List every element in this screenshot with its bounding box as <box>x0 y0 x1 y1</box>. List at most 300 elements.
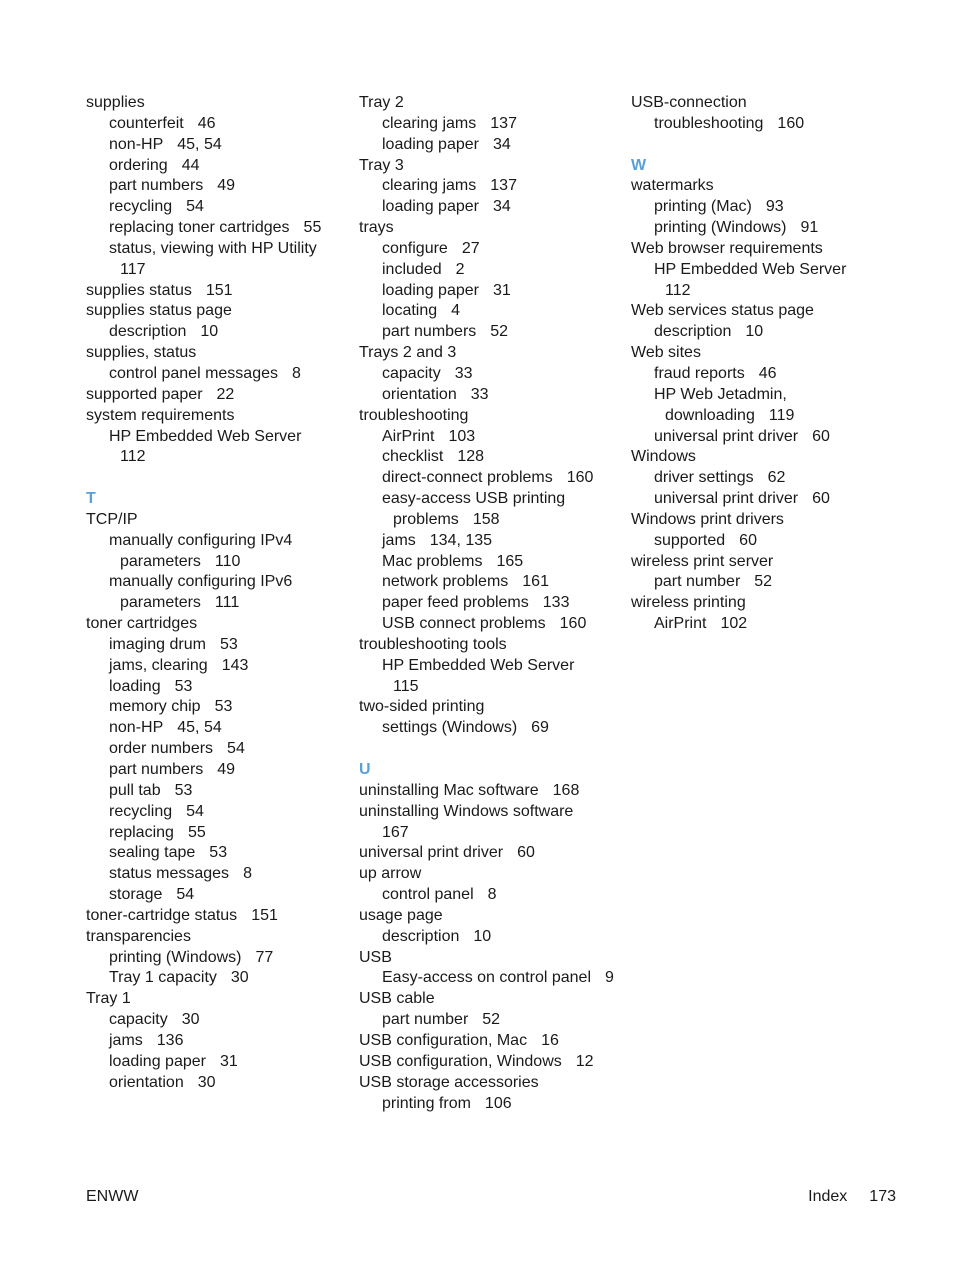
page-reference: 45, 54 <box>177 719 222 737</box>
entry-term: capacity <box>109 1011 168 1029</box>
page-reference: 8 <box>291 364 301 382</box>
index-subentry <box>359 927 621 948</box>
index-subentry <box>359 718 621 739</box>
page-reference: 16 <box>541 1031 559 1049</box>
index-subentry <box>359 677 621 698</box>
entry-term: recycling <box>109 198 173 216</box>
entry-term: part numbers <box>109 177 204 195</box>
page-reference: 8 <box>243 865 252 883</box>
entry-term: orientation <box>382 385 457 403</box>
entry-term: storage <box>109 886 163 904</box>
entry-term: USB configuration, Windows <box>359 1052 562 1070</box>
index-subentry <box>86 1031 348 1052</box>
index-entry <box>86 614 348 635</box>
page-reference: 158 <box>472 510 500 528</box>
index-subentry <box>86 739 348 760</box>
index-subentry <box>359 114 621 135</box>
index-subentry <box>359 968 621 989</box>
page-reference: 2 <box>455 260 465 278</box>
page-reference: 54 <box>176 886 195 904</box>
entry-term: Easy-access on control panel <box>382 969 591 987</box>
index-subentry <box>86 197 348 218</box>
entry-term: recycling <box>109 802 173 820</box>
index-entry <box>86 927 348 948</box>
entry-term: control panel messages <box>109 364 278 382</box>
index-entry <box>86 301 348 322</box>
index-subentry <box>631 364 893 385</box>
entry-term: transparencies <box>86 927 191 945</box>
index-subentry <box>359 364 621 385</box>
page-reference: 54 <box>186 198 204 216</box>
index-entry <box>631 593 893 614</box>
entry-term: manually configuring IPv4 <box>109 531 293 549</box>
index-subentry <box>359 1010 621 1031</box>
entry-term: supported paper <box>86 385 203 403</box>
page-reference: 52 <box>754 573 773 591</box>
index-subentry <box>86 1052 348 1073</box>
index-subentry <box>86 239 348 260</box>
index-subentry <box>631 406 893 427</box>
entry-term: usage page <box>359 906 443 924</box>
index-entry <box>359 93 621 114</box>
page-reference: 12 <box>575 1052 594 1070</box>
entry-term: 117 <box>120 260 146 278</box>
entry-term: 167 <box>382 823 409 841</box>
index-column-3 <box>631 93 893 635</box>
entry-term: 112 <box>120 448 146 466</box>
index-subentry <box>86 176 348 197</box>
index-subentry <box>86 718 348 739</box>
page-reference: 110 <box>214 552 241 570</box>
entry-term: jams <box>382 531 416 549</box>
index-subentry <box>359 552 621 573</box>
entry-term: USB <box>359 948 392 966</box>
page-reference: 45, 54 <box>177 135 222 153</box>
entry-term: jams, clearing <box>109 656 208 674</box>
index-subentry <box>359 385 621 406</box>
entry-term: paper feed problems <box>382 594 529 612</box>
page-reference: 8 <box>487 886 497 904</box>
entry-term: Web browser requirements <box>631 239 823 257</box>
index-subentry <box>359 427 621 448</box>
entry-term: watermarks <box>631 177 714 195</box>
index-subentry <box>359 239 621 260</box>
page-reference: 54 <box>186 802 204 820</box>
entry-term: universal print driver <box>654 427 799 445</box>
entry-term: supported <box>654 531 726 549</box>
page-reference: 128 <box>457 448 485 466</box>
index-subentry <box>631 114 893 135</box>
page-reference: 55 <box>187 823 206 841</box>
entry-term: wireless printing <box>631 594 746 612</box>
entry-term: status, viewing with HP Utility <box>109 239 317 257</box>
page-reference: 62 <box>767 469 786 487</box>
index-subentry <box>86 531 348 552</box>
entry-term: configure <box>382 239 448 257</box>
index-subentry <box>86 802 348 823</box>
page-reference: 106 <box>484 1094 512 1112</box>
page-reference: 27 <box>461 239 480 257</box>
entry-term: USB connect problems <box>382 615 546 633</box>
entry-term: trays <box>359 219 394 237</box>
index-entry <box>359 1031 621 1052</box>
entry-term: HP Embedded Web Server <box>382 656 575 674</box>
index-subentry <box>359 197 621 218</box>
page-reference: 143 <box>221 656 249 674</box>
index-entry <box>359 948 621 969</box>
index-subentry <box>631 197 893 218</box>
index-subentry <box>359 301 621 322</box>
entry-term: uninstalling Mac software <box>359 781 539 799</box>
page-reference: 10 <box>745 323 764 341</box>
page-reference: 30 <box>197 1073 216 1091</box>
index-entry <box>631 343 893 364</box>
page-reference: 77 <box>255 948 274 966</box>
index-subentry <box>86 135 348 156</box>
entry-term: Tray 3 <box>359 156 404 174</box>
index-subentry <box>359 260 621 281</box>
page-reference: 160 <box>566 469 594 487</box>
page-reference: 151 <box>251 906 278 924</box>
entry-term: description <box>382 927 460 945</box>
page-reference: 54 <box>227 740 245 758</box>
index-entry <box>631 510 893 531</box>
entry-term: included <box>382 260 442 278</box>
index-subentry <box>631 260 893 281</box>
entry-term: Windows <box>631 448 696 466</box>
index-subentry <box>359 489 621 510</box>
index-subentry <box>86 572 348 593</box>
entry-term: loading paper <box>382 198 479 216</box>
index-section-letter: T <box>86 490 96 508</box>
page-reference: 53 <box>219 635 238 653</box>
entry-term: part numbers <box>382 323 477 341</box>
page-reference: 49 <box>217 761 236 778</box>
entry-term: network problems <box>382 573 509 591</box>
index-entry <box>359 781 621 802</box>
index-entry <box>86 406 348 427</box>
index-entry <box>86 343 348 364</box>
entry-term: troubleshooting <box>359 406 469 424</box>
index-subentry <box>86 635 348 656</box>
page-reference: 60 <box>812 490 830 508</box>
page-reference: 91 <box>800 219 819 237</box>
page-reference: 165 <box>496 552 524 570</box>
entry-term: printing (Windows) <box>109 948 242 966</box>
entry-term: clearing jams <box>382 177 477 195</box>
page-reference: 69 <box>531 719 549 737</box>
index-section-letter: W <box>631 156 647 174</box>
index-subentry <box>86 697 348 718</box>
page-reference: 137 <box>490 177 517 195</box>
index-entry <box>631 447 893 468</box>
entry-term: non-HP <box>109 135 164 153</box>
index-entry <box>359 343 621 364</box>
page-reference: 9 <box>605 969 614 987</box>
index-subentry <box>86 948 348 969</box>
entry-term: locating <box>382 302 438 320</box>
page-reference: 93 <box>765 198 784 216</box>
index-subentry <box>631 572 893 593</box>
index-subentry <box>86 260 348 281</box>
index-column-2 <box>359 93 621 1114</box>
page-reference: 160 <box>559 615 587 633</box>
entry-term: Tray 2 <box>359 94 404 111</box>
index-entry <box>359 843 621 864</box>
page-reference: 22 <box>216 385 235 403</box>
index-entry <box>359 218 621 239</box>
page-reference: 46 <box>197 114 216 132</box>
page-reference: 53 <box>209 844 228 862</box>
index-subentry <box>86 427 348 448</box>
entry-term: two-sided printing <box>359 698 485 716</box>
entry-term: supplies, status <box>86 344 197 362</box>
entry-term: loading <box>109 677 161 695</box>
index-subentry <box>86 114 348 135</box>
entry-term: manually configuring IPv6 <box>109 573 293 591</box>
index-entry <box>359 1052 621 1073</box>
index-section-letter: U <box>359 761 371 778</box>
entry-term: description <box>654 323 732 341</box>
page-reference: 52 <box>490 323 509 341</box>
entry-term: USB cable <box>359 990 435 1008</box>
page-reference: 136 <box>156 1031 184 1049</box>
index-subentry <box>86 218 348 239</box>
page-reference: 60 <box>739 531 757 549</box>
index-subentry <box>631 614 893 635</box>
entry-term: fraud reports <box>654 364 745 382</box>
page-reference: 60 <box>812 427 830 445</box>
entry-term: jams <box>109 1031 143 1049</box>
entry-term: up arrow <box>359 865 422 883</box>
entry-term: loading paper <box>382 135 479 153</box>
index-subentry <box>359 135 621 156</box>
page-reference: 46 <box>758 364 777 382</box>
page-reference: 53 <box>214 698 233 716</box>
entry-term: sealing tape <box>109 844 196 862</box>
index-subentry <box>631 489 893 510</box>
index-subentry <box>86 322 348 343</box>
entry-term: printing (Windows) <box>654 219 787 237</box>
entry-term: Web sites <box>631 344 701 362</box>
entry-term: non-HP <box>109 719 164 737</box>
index-subentry <box>359 614 621 635</box>
page-reference: 53 <box>174 781 193 799</box>
index-subentry <box>86 864 348 885</box>
index-subentry <box>359 531 621 552</box>
page-reference: 4 <box>451 302 461 320</box>
entry-term: HP Embedded Web Server <box>109 427 302 445</box>
page-reference: 49 <box>217 177 236 195</box>
entry-term: system requirements <box>86 406 235 424</box>
page-reference: 52 <box>482 1011 501 1029</box>
index-column-1 <box>86 93 348 1094</box>
page-reference: 133 <box>542 594 570 612</box>
page-reference: 31 <box>219 1052 238 1070</box>
page-reference: 34 <box>492 198 511 216</box>
page-reference: 31 <box>492 281 511 299</box>
page-reference: 34 <box>492 135 511 153</box>
page-reference: 119 <box>768 406 795 424</box>
index-subentry <box>86 364 348 385</box>
index-entry <box>86 510 348 531</box>
entry-term: supplies status <box>86 281 192 299</box>
index-entry <box>359 802 621 823</box>
entry-term: easy-access USB printing <box>382 490 566 508</box>
page-reference: 160 <box>777 114 805 132</box>
index-subentry <box>86 760 348 781</box>
page-reference: 30 <box>181 1011 200 1029</box>
index-entry <box>359 635 621 656</box>
index-subentry <box>359 1094 621 1115</box>
entry-term: capacity <box>382 364 441 382</box>
entry-term: imaging drum <box>109 635 206 653</box>
page-reference: 168 <box>552 781 580 799</box>
entry-term: replacing toner cartridges <box>109 219 290 237</box>
index-entry <box>86 281 348 302</box>
entry-term: downloading <box>665 406 755 424</box>
entry-term: problems <box>393 510 459 528</box>
page-reference: 55 <box>303 219 322 237</box>
index-entry <box>86 93 348 114</box>
index-entry <box>631 239 893 260</box>
index-entry <box>359 1073 621 1094</box>
entry-term: loading paper <box>109 1052 206 1070</box>
entry-term: settings (Windows) <box>382 719 518 737</box>
index-subentry <box>86 447 348 468</box>
page-reference: 137 <box>490 114 517 132</box>
index-subentry <box>86 1010 348 1031</box>
index-entry <box>86 385 348 406</box>
entry-term: 115 <box>393 677 419 695</box>
entry-term: memory chip <box>109 698 201 716</box>
entry-term: parameters <box>120 552 201 570</box>
entry-term: toner cartridges <box>86 615 198 633</box>
entry-term: counterfeit <box>109 114 184 132</box>
index-subentry <box>86 1073 348 1094</box>
entry-term: part number <box>382 1011 469 1029</box>
entry-term: part number <box>654 573 741 591</box>
index-subentry <box>359 572 621 593</box>
entry-term: uninstalling Windows software <box>359 802 574 820</box>
index-subentry <box>86 885 348 906</box>
entry-term: AirPrint <box>382 427 435 445</box>
entry-term: printing (Mac) <box>654 198 752 216</box>
index-entry <box>359 906 621 927</box>
index-entry <box>359 406 621 427</box>
entry-term: USB-connection <box>631 94 747 111</box>
index-subentry <box>631 531 893 552</box>
entry-term: Tray 1 <box>86 990 131 1008</box>
index-subentry <box>359 447 621 468</box>
entry-term: troubleshooting tools <box>359 635 507 653</box>
entry-term: HP Web Jetadmin, <box>654 385 787 403</box>
index-entry <box>359 864 621 885</box>
entry-term: Tray 1 capacity <box>109 969 217 987</box>
entry-term: direct-connect problems <box>382 469 553 487</box>
entry-term: parameters <box>120 594 201 612</box>
entry-term: AirPrint <box>654 615 707 633</box>
page-reference: 111 <box>214 594 240 612</box>
index-subentry <box>359 593 621 614</box>
entry-term: order numbers <box>109 740 214 758</box>
page-reference: 102 <box>720 615 748 633</box>
entry-term: driver settings <box>654 469 754 487</box>
entry-term: Mac problems <box>382 552 483 570</box>
index-subentry <box>631 218 893 239</box>
entry-term: Web services status page <box>631 302 814 320</box>
footer-section: Index <box>808 1188 848 1205</box>
entry-term: universal print driver <box>359 844 504 862</box>
index-subentry <box>359 823 621 844</box>
index-subentry <box>631 385 893 406</box>
entry-term: checklist <box>382 448 444 466</box>
index-subentry <box>86 677 348 698</box>
index-subentry <box>631 281 893 302</box>
index-entry <box>631 301 893 322</box>
page-reference: 161 <box>522 573 549 591</box>
page-reference: 10 <box>200 323 219 341</box>
index-subentry <box>86 968 348 989</box>
entry-term: HP Embedded Web Server <box>654 260 847 278</box>
index-subentry <box>359 281 621 302</box>
footer-right <box>808 1188 896 1206</box>
index-subentry <box>86 593 348 614</box>
entry-term: universal print driver <box>654 490 799 508</box>
index-subentry <box>359 176 621 197</box>
index-subentry <box>359 656 621 677</box>
page-reference: 44 <box>181 156 200 174</box>
index-entry <box>359 697 621 718</box>
entry-term: printing from <box>382 1094 471 1112</box>
entry-term: clearing jams <box>382 114 477 132</box>
index-entry <box>86 906 348 927</box>
entry-term: troubleshooting <box>654 114 764 132</box>
page-reference: 30 <box>230 969 249 987</box>
index-subentry <box>359 322 621 343</box>
index-subentry <box>86 823 348 844</box>
entry-term: toner-cartridge status <box>86 906 238 924</box>
index-subentry <box>631 322 893 343</box>
entry-term: replacing <box>109 823 174 841</box>
index-entry <box>359 989 621 1010</box>
index-subentry <box>359 885 621 906</box>
index-entry <box>359 156 621 177</box>
page-reference: 33 <box>454 364 473 382</box>
page-reference: 151 <box>205 281 233 299</box>
page-reference: 134, 135 <box>429 531 493 549</box>
entry-term: 112 <box>665 281 691 299</box>
index-entry <box>86 989 348 1010</box>
index-entry <box>631 93 893 114</box>
index-subentry <box>631 427 893 448</box>
entry-term: part numbers <box>109 761 204 778</box>
index-subentry <box>631 468 893 489</box>
index-subentry <box>86 843 348 864</box>
page-number: 173 <box>869 1188 896 1205</box>
entry-term: Windows print drivers <box>631 510 784 528</box>
page-reference: 60 <box>517 844 535 862</box>
entry-term: description <box>109 323 187 341</box>
entry-term: ordering <box>109 156 168 174</box>
entry-term: supplies <box>86 94 145 111</box>
entry-term: TCP/IP <box>86 510 138 528</box>
entry-term: USB configuration, Mac <box>359 1031 528 1049</box>
entry-term: wireless print server <box>631 552 774 570</box>
page-reference: 103 <box>448 427 476 445</box>
index-subentry <box>359 468 621 489</box>
entry-term: supplies status page <box>86 302 232 320</box>
